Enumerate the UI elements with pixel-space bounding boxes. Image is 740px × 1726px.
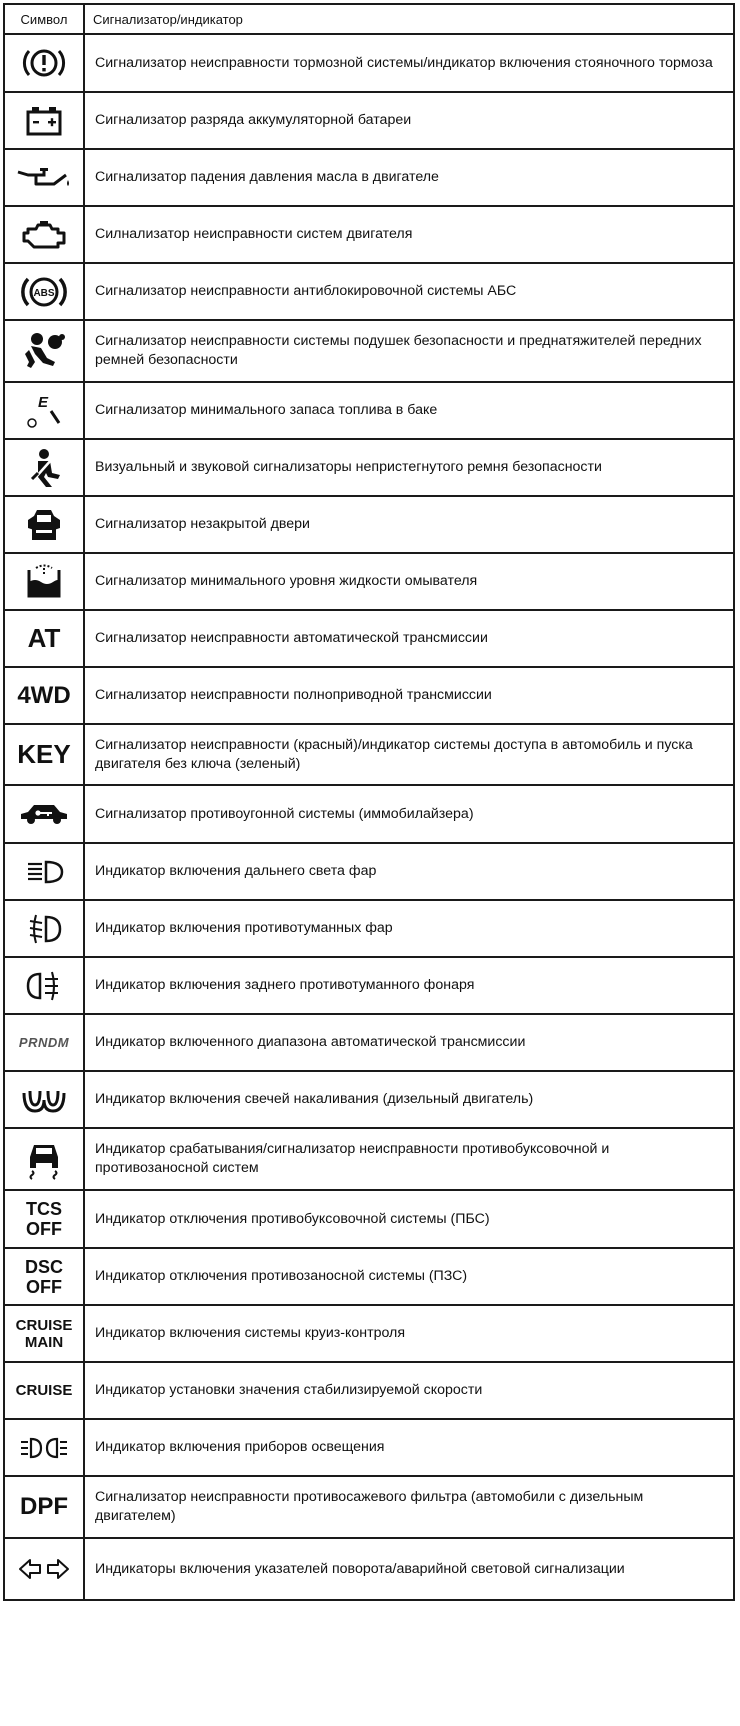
symbol-cell: [4, 382, 84, 439]
table-row: [4, 724, 734, 785]
table-row: [4, 900, 734, 957]
description-cell: Сигнализатор неисправности системы подушек безопасности и преднатяжителей передних ремней безопасности: [84, 320, 734, 382]
abs-label: ABS: [33, 287, 55, 299]
header-symbol: Символ: [4, 4, 84, 34]
symbol-cell: [4, 92, 84, 149]
table-row: [4, 610, 734, 667]
table-row: [4, 1014, 734, 1071]
rear-fog-icon: [22, 968, 66, 1004]
symbol-cell: [4, 1362, 84, 1419]
table-row: [4, 439, 734, 496]
description-cell: Сигнализатор незакрытой двери: [84, 496, 734, 553]
description-cell: Сигнализатор минимального уровня жидкости омывателя: [84, 553, 734, 610]
symbol-cell: [4, 610, 84, 667]
description-cell: Индикатор отключения противозаносной системы (ПЗС): [84, 1248, 734, 1305]
front-fog-icon: [22, 911, 66, 947]
description-cell: Индикатор включения системы круиз-контроля: [84, 1305, 734, 1362]
fuel-gauge-icon: [22, 391, 66, 431]
table-row: [4, 1248, 734, 1305]
prndm-text-icon: PRNDM: [18, 1034, 70, 1050]
traction-control-icon: [22, 1137, 66, 1181]
abs-icon: [19, 272, 69, 312]
description-cell: Сигнализатор неисправности антиблокировочной системы АБС: [84, 263, 734, 320]
table-row: [4, 1128, 734, 1190]
airbag-icon: [21, 330, 67, 372]
tcs-text-icon: TCS: [26, 1199, 62, 1219]
symbol-cell: [4, 843, 84, 900]
description-cell: Индикатор включения противотуманных фар: [84, 900, 734, 957]
battery-icon: [20, 103, 68, 139]
dpf-text-icon: DPF: [20, 1493, 68, 1520]
description-cell: Индикатор включенного диапазона автоматической трансмиссии: [84, 1014, 734, 1071]
description-cell: Сигнализатор неисправности полноприводной трансмиссии: [84, 667, 734, 724]
description-cell: Сигнализатор неисправности (красный)/индикатор системы доступа в автомобиль и пуска двигателя без ключа (зеленый): [84, 724, 734, 785]
cruise-main-sub-text: MAIN: [24, 1333, 64, 1351]
immobilizer-icon: [16, 799, 72, 829]
check-engine-icon: [16, 217, 72, 253]
table-row: [4, 553, 734, 610]
table-row: [4, 1419, 734, 1476]
symbol-cell: [4, 320, 84, 382]
description-cell: Сигнализатор неисправности противосажевого фильтра (автомобили с дизельным двигателем): [84, 1476, 734, 1538]
table-row: [4, 1476, 734, 1538]
description-cell: Визуальный и звуковой сигнализаторы непристегнутого ремня безопасности: [84, 439, 734, 496]
symbol-cell: [4, 1538, 84, 1600]
dsc-text-icon: DSC: [24, 1256, 63, 1277]
description-cell: Индикатор включения приборов освещения: [84, 1419, 734, 1476]
cruise-text-icon: CRUISE: [15, 1381, 73, 1399]
at-text-icon: AT: [27, 623, 61, 653]
dsc-off-text: OFF: [26, 1276, 62, 1297]
description-cell: Индикатор включения свечей накаливания (дизельный двигатель): [84, 1071, 734, 1128]
4wd-text-icon: 4WD: [17, 681, 71, 709]
tcs-off-text: OFF: [26, 1219, 62, 1239]
symbol-cell: [4, 724, 84, 785]
table-row: [4, 1362, 734, 1419]
table-row: [4, 206, 734, 263]
description-cell: Сигнализатор минимального запаса топлива в баке: [84, 382, 734, 439]
key-text-icon: KEY: [17, 739, 71, 769]
description-cell: Силнализатор неисправности систем двигателя: [84, 206, 734, 263]
warning-lights-sheet: [3, 3, 735, 1601]
symbol-cell: [4, 1190, 84, 1248]
glow-plug-icon: [18, 1083, 70, 1117]
symbol-cell: [4, 900, 84, 957]
table-row: [4, 957, 734, 1014]
symbol-cell: [4, 1248, 84, 1305]
symbol-cell: [4, 1014, 84, 1071]
table-row: [4, 34, 734, 92]
table-row: [4, 92, 734, 149]
fuel-empty-label: E: [38, 393, 49, 411]
symbol-cell: [4, 667, 84, 724]
seatbelt-icon: [24, 447, 64, 489]
description-cell: Индикатор отключения противобуксовочной системы (ПБС): [84, 1190, 734, 1248]
table-row: [4, 149, 734, 206]
symbol-cell: [4, 439, 84, 496]
cruise-main-text-icon: CRUISE: [15, 1316, 73, 1334]
symbol-cell: [4, 785, 84, 843]
brake-warning-icon: [20, 43, 68, 83]
turn-signal-icon: [16, 1555, 72, 1583]
symbol-cell: [4, 1128, 84, 1190]
symbol-cell: [4, 34, 84, 92]
table-row: [4, 496, 734, 553]
table-row: [4, 843, 734, 900]
header-row: [4, 4, 734, 34]
description-cell: Индикатор установки значения стабилизируемой скорости: [84, 1362, 734, 1419]
symbol-cell: [4, 149, 84, 206]
description-cell: Сигнализатор разряда аккумуляторной батареи: [84, 92, 734, 149]
description-cell: Индикатор включения заднего противотуманного фонаря: [84, 957, 734, 1014]
indicator-table: [3, 3, 735, 1601]
high-beam-icon: [20, 856, 68, 888]
table-row: [4, 1538, 734, 1600]
table-row: [4, 263, 734, 320]
washer-fluid-icon: [22, 562, 66, 602]
description-cell: Индикатор срабатывания/сигнализатор неисправности противобуксовочной и противозаносной систем: [84, 1128, 734, 1190]
symbol-cell: [4, 206, 84, 263]
description-cell: Сигнализатор неисправности тормозной системы/индикатор включения стояночного тормоза: [84, 34, 734, 92]
table-row: [4, 1305, 734, 1362]
table-row: [4, 320, 734, 382]
table-row: [4, 1190, 734, 1248]
symbol-cell: [4, 263, 84, 320]
description-cell: Сигнализатор неисправности автоматической трансмиссии: [84, 610, 734, 667]
description-cell: Сигнализатор падения давления масла в двигателе: [84, 149, 734, 206]
table-row: [4, 667, 734, 724]
description-cell: Сигнализатор противоугонной системы (иммобилайзера): [84, 785, 734, 843]
symbol-cell: [4, 957, 84, 1014]
table-row: [4, 785, 734, 843]
table-row: [4, 1071, 734, 1128]
parking-lights-icon: [16, 1433, 72, 1463]
symbol-cell: [4, 496, 84, 553]
table-row: [4, 382, 734, 439]
description-cell: Индикатор включения дальнего света фар: [84, 843, 734, 900]
symbol-cell: [4, 1419, 84, 1476]
oil-pressure-icon: [14, 162, 74, 194]
symbol-cell: [4, 1071, 84, 1128]
symbol-cell: [4, 1476, 84, 1538]
door-open-icon: [24, 504, 64, 546]
symbol-cell: [4, 553, 84, 610]
header-indicator: Сигнализатор/индикатор: [84, 4, 734, 34]
description-cell: Индикаторы включения указателей поворота/аварийной световой сигнализации: [84, 1538, 734, 1600]
symbol-cell: [4, 1305, 84, 1362]
